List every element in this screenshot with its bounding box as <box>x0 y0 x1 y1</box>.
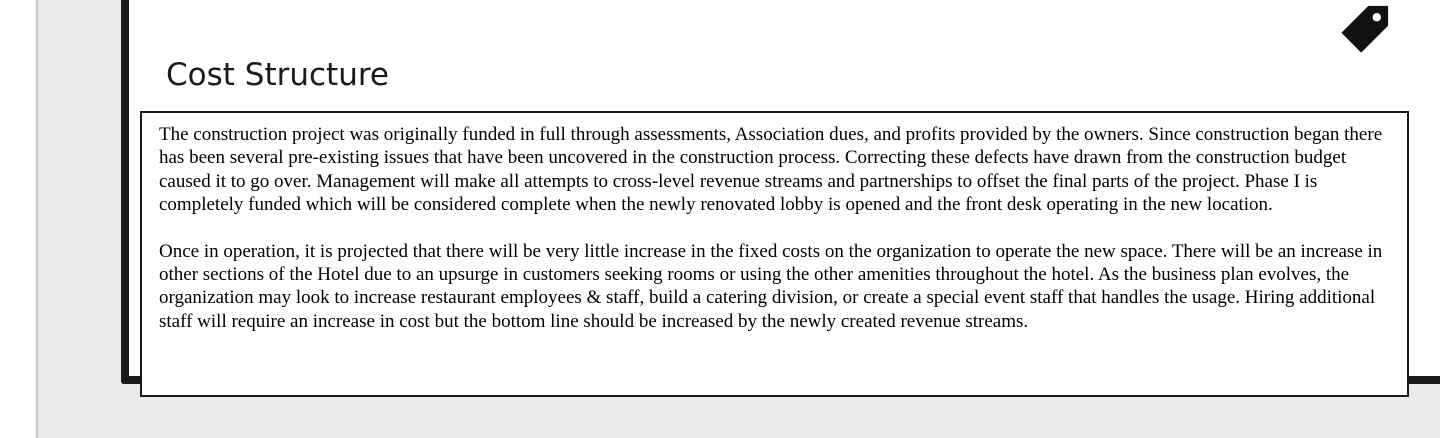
paragraph-funding: The construction project was originally funded in full through assessments, Association dues, and profits provided by the owners. Since construction began there has been several pre-existing issues that have been uncovered in the construction process. Correcting these defects have drawn from the construction budget caused it to go over. Management will make all attempts to cross-level revenue streams and partnerships to offset the final parts of the project. Phase I is completely funded which will be considered complete when the newly renovated lobby is opened and the front desk operating in the new location. <box>159 124 1383 216</box>
tag-icon <box>1340 0 1398 54</box>
left-rail-divider <box>36 0 38 438</box>
section-title: Cost Structure <box>166 57 389 93</box>
paragraph-operations: Once in operation, it is projected that there will be very little increase in the fixed costs on the organization to operate the new space. There will be an increase in other sections of the Hotel due to an upsurge in customers seeking rooms or using the other amenities throughout the hotel. As the business plan evolves, the organization may look to increase restaurant employees & staff, build a catering division, or create a special event staff that handles the usage. Hiring additional staff will require an increase in cost but the bottom line should be increased by the newly created revenue streams. <box>159 240 1383 332</box>
text-box[interactable] <box>140 111 1409 397</box>
left-rail <box>0 0 36 438</box>
